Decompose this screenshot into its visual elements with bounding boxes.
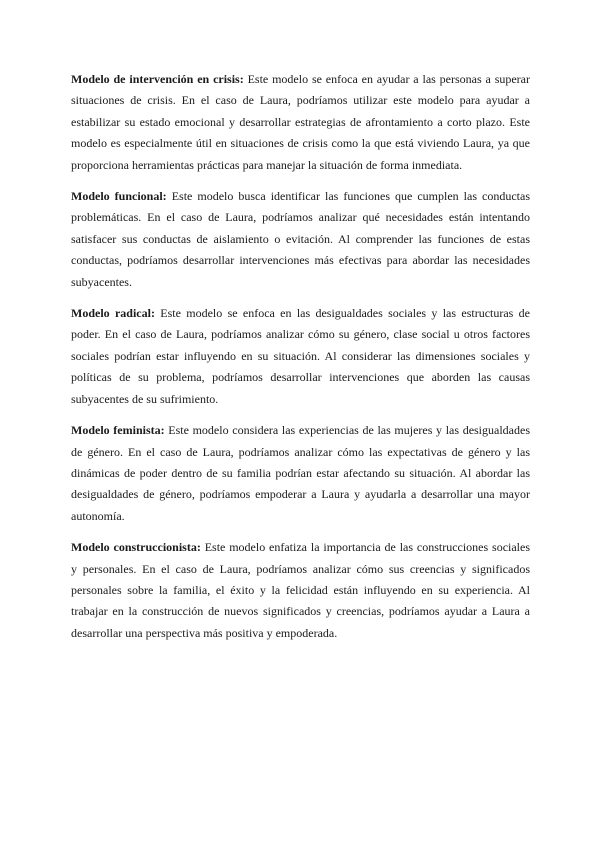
text-radical-model: Este modelo se enfoca en las desigualdades sociales y las estructuras de poder. En el caso de Laura, podríamos analizar cómo su género, clase social u otros factores sociales podrían estar influyendo en su situación. Al considerar las dimensiones sociales y políticas de su problema, podríamos desarrollar intervenciones que aborden las causas subyacentes de su sufrimiento. xyxy=(71,306,530,406)
text-functional-model: Este modelo busca identificar las funciones que cumplen las conductas problemáticas. En el caso de Laura, podríamos analizar qué necesidades están intentando satisfacer sus conductas de aislamiento o evitación. Al comprender las funciones de estas conductas, podríamos desarrollar intervenciones más efectivas para abordar las necesidades subyacentes. xyxy=(71,189,530,289)
document-body xyxy=(71,69,530,654)
paragraph-crisis-model xyxy=(71,69,530,176)
term-functional-model: Modelo funcional: xyxy=(71,189,167,204)
term-feminist-model: Modelo feminista: xyxy=(71,423,165,438)
paragraph-constructionist-model xyxy=(71,537,530,644)
term-constructionist-model: Modelo construccionista: xyxy=(71,540,201,555)
text-crisis-model: Este modelo se enfoca en ayudar a las personas a superar situaciones de crisis. En el caso de Laura, podríamos utilizar este modelo para ayudar a estabilizar su estado emocional y desarrollar estrategias de afrontamiento a corto plazo. Este modelo es especialmente útil en situaciones de crisis como la que está viviendo Laura, ya que proporciona herramientas prácticas para manejar la situación de forma inmediata. xyxy=(71,72,531,172)
paragraph-radical-model xyxy=(71,303,530,410)
term-crisis-model: Modelo de intervención en crisis: xyxy=(71,72,244,86)
paragraph-functional-model xyxy=(71,186,530,293)
paragraph-feminist-model xyxy=(71,420,530,527)
term-radical-model: Modelo radical: xyxy=(71,306,155,321)
text-constructionist-model: Este modelo enfatiza la importancia de las construcciones sociales y personales. En el caso de Laura, podríamos analizar cómo sus creencias y significados personales sobre la familia, el éxito y la felicidad están influyendo en su experiencia. Al trabajar en la construcción de nuevos significados y creencias, podríamos ayudar a Laura a desarrollar una perspectiva más positiva y empoderada. xyxy=(71,540,531,640)
text-feminist-model: Este modelo considera las experiencias de las mujeres y las desigualdades de género. En el caso de Laura, podríamos analizar cómo las expectativas de género y las dinámicas de poder dentro de su familia podrían estar afectando su situación. Al abordar las desigualdades de género, podríamos empoderar a Laura y ayudarla a desarrollar una mayor autonomía. xyxy=(71,423,531,523)
